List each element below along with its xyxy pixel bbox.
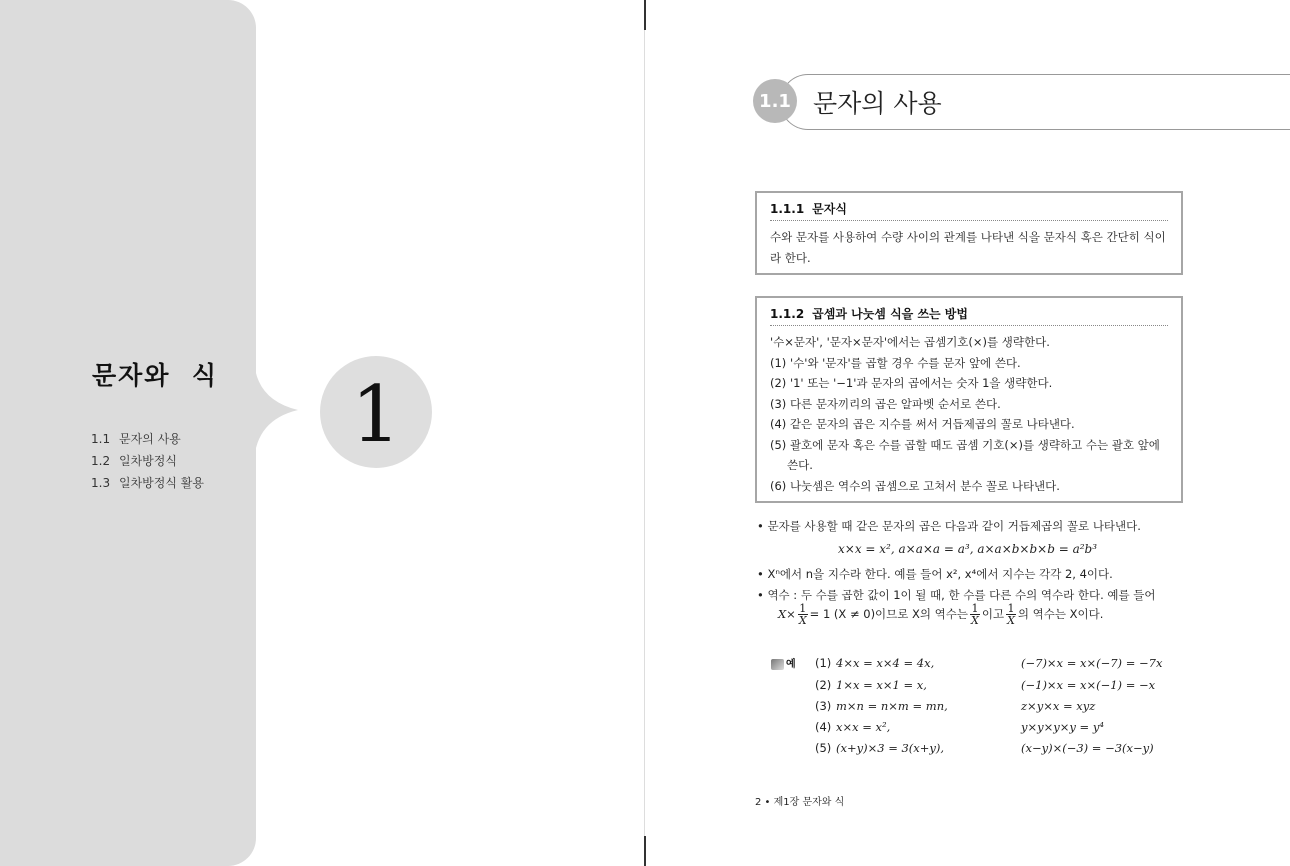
rule-item: (6) 나눗셈은 역수의 곱셈으로 고쳐서 분수 꼴로 나타낸다. xyxy=(770,478,1060,493)
crop-mark xyxy=(644,836,646,866)
rules-body: '수×문자', '문자×문자'에서는 곱셈기호(×)를 생략한다. (1) '수'와 '문자'를 곱할 경우 수를 문자 앞에 쓴다. (2) '1' 또는 '−1'과 문자의 곱에서는 숫자 1을 생략한다. (3) 다른 문자끼리의 곱은 알파벳 순서로 쓴다. (4) 같은 문자의 곱은 지수를 써서 거듭제곱의 꼴로 나타낸다. (5) 괄호에 문자 혹은 수를 곱할 때도 곱셈 기호(×)를 생략하고 수는 괄호 앞에 쓴다. (6) 나눗셈은 역수의 곱셈으로 고쳐서 분수 꼴로 나타낸다. xyxy=(770,332,1168,496)
rule-item: (1) '수'와 '문자'를 곱할 경우 수를 문자 앞에 쓴다. xyxy=(770,355,1021,370)
example-row-right: z×y×x = xyz xyxy=(1021,699,1096,713)
rule-item: (3) 다른 문자끼리의 곱은 알파벳 순서로 쓴다. xyxy=(770,396,1001,411)
rules-box xyxy=(755,296,1183,503)
definition-body: 수와 문자를 사용하여 수량 사이의 관계를 나타낸 식을 문자식 혹은 간단히 식이 라 한다. xyxy=(770,230,1166,265)
note-index: • Xⁿ에서 n을 지수라 한다. 예를 들어 x², x⁴에서 지수는 각각 2, 4이다. xyxy=(757,567,1113,581)
rule-item: (2) '1' 또는 '−1'과 문자의 곱에서는 숫자 1을 생략한다. xyxy=(770,376,1053,390)
section-title: 문자의 사용 xyxy=(813,89,942,118)
example-row-right: (x−y)×(−3) = −3(x−y) xyxy=(1021,741,1154,755)
rules-heading: 1.1.2 곱셈과 나눗셈 식을 쓰는 방법 xyxy=(770,305,1168,326)
example-row: (2) 1×x = x×1 = x, xyxy=(815,678,927,692)
chapter-title: 문자와 식 xyxy=(92,361,219,390)
example-badge: 예 xyxy=(771,655,796,670)
example-row: (4) x×x = x², xyxy=(815,720,891,734)
chapter-number-circle xyxy=(320,356,432,468)
example-row-right: y×y×y×y = y⁴ xyxy=(1021,720,1104,734)
toc-item[interactable]: 1.2 일차방정식 xyxy=(91,454,177,468)
example-row: (3) m×n = n×m = mn, xyxy=(815,699,948,713)
rule-item: (5) 괄호에 문자 혹은 수를 곱할 때도 곱셈 기호(×)를 생략하고 수는 괄호 앞에 쓴다. xyxy=(770,437,1160,472)
fraction: $\frac{1}{X}$ xyxy=(971,602,979,627)
chapter-toc xyxy=(91,428,204,494)
toc-item[interactable]: 1.3 일차방정식 활용 xyxy=(91,476,204,490)
fraction: $\frac{1}{X}$ xyxy=(798,602,807,627)
example-row: (5) (x+y)×3 = 3(x+y), xyxy=(815,741,945,755)
note-reciprocal: • 역수 : 두 수를 곱한 값이 1이 될 때, 한 수를 다른 수의 역수라 한다. 예를 들어 xyxy=(757,588,1156,602)
toc-item[interactable]: 1.1 문자의 사용 xyxy=(91,432,181,446)
chapter-number: 1 xyxy=(351,370,401,460)
section-number-badge: 1.1 xyxy=(753,79,797,123)
example-row: (1) 4×x = x×4 = 4x, xyxy=(815,656,935,670)
pencil-icon xyxy=(771,659,784,670)
exponent-formula: x×x = x², a×a×a = a³, a×a×b×b×b = a²b³ xyxy=(838,542,1098,556)
definition-box xyxy=(755,191,1183,275)
rule-item: (4) 같은 문자의 곱은 지수를 써서 거듭제곱의 꼴로 나타낸다. xyxy=(770,417,1075,431)
reciprocal-example: X× $\frac{1}{X}$ = 1 (X ≠ 0)이므로 X의 역수는 $\frac{1}{X}$ 이고 $\frac{1}{X}$ 의 역수는 X이다. xyxy=(778,602,1104,627)
example-row-right: (−7)×x = x×(−7) = −7x xyxy=(1021,656,1163,670)
page-footer: 2 • 제1장 문자와 식 xyxy=(755,797,845,808)
crop-mark xyxy=(644,0,646,30)
chapter-tab-notch xyxy=(254,360,302,462)
note-exponent: • 문자를 사용할 때 같은 문자의 곱은 다음과 같이 거듭제곱의 꼴로 나타낸다. xyxy=(757,519,1141,533)
example-row-right: (−1)×x = x×(−1) = −x xyxy=(1021,678,1156,692)
definition-heading: 1.1.1 문자식 xyxy=(770,200,1168,221)
page-gutter xyxy=(644,0,645,866)
fraction: $\frac{1}{X}$ xyxy=(1007,602,1015,627)
